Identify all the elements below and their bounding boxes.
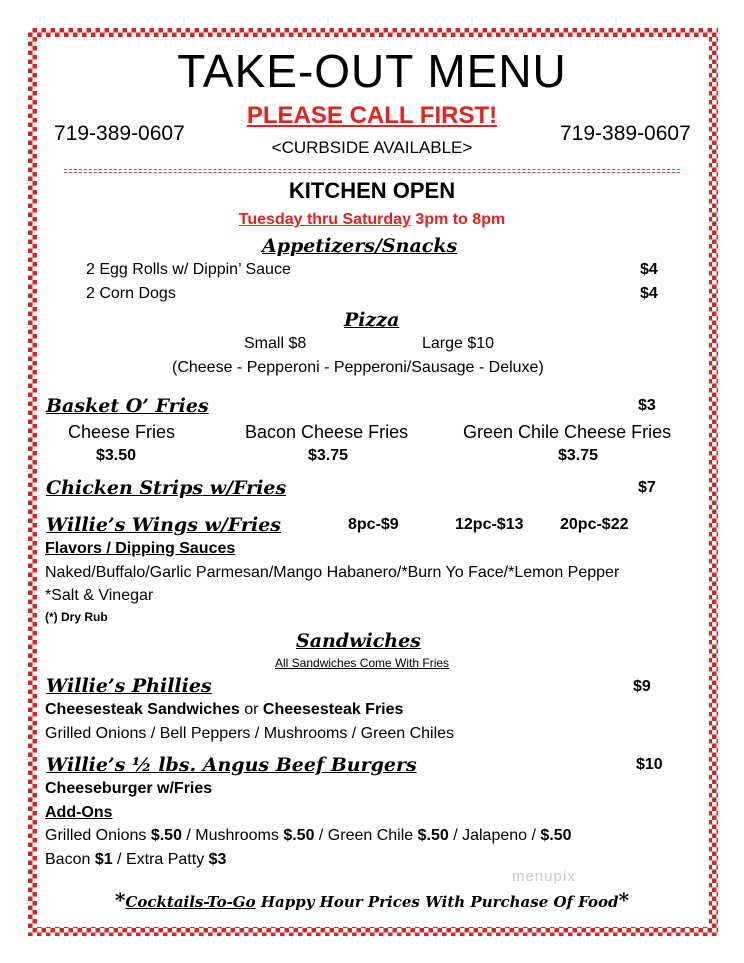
kitchen-days: Tuesday thru Saturday (238, 211, 411, 228)
addon-text: / Extra Patty (112, 851, 209, 868)
dry-rub-note: (*) Dry Rub (45, 610, 108, 624)
footer-star: * (114, 888, 126, 912)
footer-cocktails: Cocktails-To-Go (125, 893, 256, 911)
pizza-options: (Cheese - Pepperoni - Pepperoni/Sausage - Deluxe) (172, 359, 544, 376)
divider-bottom (64, 172, 680, 173)
flavors-list-cont: *Salt & Vinegar (45, 587, 154, 604)
watermark: menupix (512, 868, 576, 885)
addons-line-1 (45, 827, 572, 845)
phillies-sandwich: Cheesesteak Sandwiches (45, 701, 240, 718)
pizza-small: Small $8 (244, 335, 307, 352)
appetizers-heading: Appetizers/Snacks (262, 235, 458, 257)
phillies-price: $9 (633, 678, 651, 695)
phillies-toppings: Grilled Onions / Bell Peppers / Mushrooms / Green Chiles (45, 725, 455, 742)
chicken-price: $7 (638, 479, 656, 496)
flavors-label: Flavors / Dipping Sauces (45, 540, 236, 557)
fries-option-name: Bacon Cheese Fries (245, 422, 409, 442)
wings-price-8pc: 8pc-$9 (348, 516, 399, 533)
fries-heading: Basket O’ Fries (46, 395, 209, 417)
curbside-notice: <CURBSIDE AVAILABLE> (271, 138, 473, 157)
phillies-or: or (239, 701, 263, 718)
fries-option-price: $3.75 (308, 447, 349, 464)
flavors-list: Naked/Buffalo/Garlic Parmesan/Mango Habanero/*Burn Yo Face/*Lemon Pepper (45, 564, 620, 581)
chicken-heading: Chicken Strips w/Fries (46, 477, 287, 499)
addon-price: $.50 (150, 827, 182, 844)
addon-text: Bacon (45, 851, 95, 868)
phillies-options (45, 701, 403, 719)
burgers-price: $10 (636, 756, 663, 773)
phillies-fries: Cheesesteak Fries (262, 701, 404, 718)
pizza-heading: Pizza (344, 309, 400, 331)
appetizer-item-name: 2 Egg Rolls w/ Dippin’ Sauce (86, 261, 291, 278)
sandwiches-note: All Sandwiches Come With Fries (275, 656, 450, 670)
addons-label: Add-Ons (45, 804, 113, 821)
page-title: TAKE-OUT MENU (177, 45, 567, 97)
addons-line-2 (45, 851, 226, 869)
kitchen-hours (0, 211, 744, 229)
divider-top (64, 169, 680, 170)
addon-text: Grilled Onions (45, 827, 151, 844)
addon-price: $.50 (417, 827, 449, 844)
addon-text: / Mushrooms (181, 827, 284, 844)
appetizer-item-price: $4 (640, 285, 658, 302)
addon-price: $.50 (283, 827, 315, 844)
fries-option-price: $3.50 (96, 447, 137, 464)
wings-price-20pc: 20pc-$22 (560, 516, 629, 533)
phone-right[interactable]: 719-389-0607 (560, 122, 691, 145)
pizza-large: Large $10 (422, 335, 495, 352)
addon-text: / Jalapeno / (448, 827, 541, 844)
burgers-cheeseburger: Cheeseburger w/Fries (45, 780, 213, 797)
addon-price: $.50 (540, 827, 572, 844)
fries-price: $3 (638, 397, 656, 414)
footer-star: * (618, 888, 630, 912)
call-first-notice: PLEASE CALL FIRST! (246, 102, 498, 129)
kitchen-heading: KITCHEN OPEN (288, 178, 456, 203)
fries-option-name: Green Chile Cheese Fries (463, 422, 672, 442)
kitchen-time: 3pm to 8pm (410, 211, 506, 228)
footer-note (0, 888, 744, 912)
phillies-heading: Willie’s Phillies (46, 675, 212, 697)
wings-price-12pc: 12pc-$13 (455, 516, 524, 533)
footer-text: Happy Hour Prices With Purchase Of Food (255, 893, 619, 911)
fries-option-name: Cheese Fries (68, 422, 176, 442)
fries-option-price: $3.75 (558, 447, 599, 464)
sandwiches-heading: Sandwiches (296, 630, 421, 652)
addon-price: $3 (208, 851, 227, 868)
appetizer-item-name: 2 Corn Dogs (86, 285, 176, 302)
appetizer-item-price: $4 (640, 261, 658, 278)
addon-price: $1 (94, 851, 113, 868)
phone-left[interactable]: 719-389-0607 (54, 122, 185, 145)
addon-text: / Green Chile (314, 827, 418, 844)
burgers-heading: Willie’s ½ lbs. Angus Beef Burgers (46, 754, 417, 776)
wings-heading: Willie’s Wings w/Fries (46, 514, 281, 536)
